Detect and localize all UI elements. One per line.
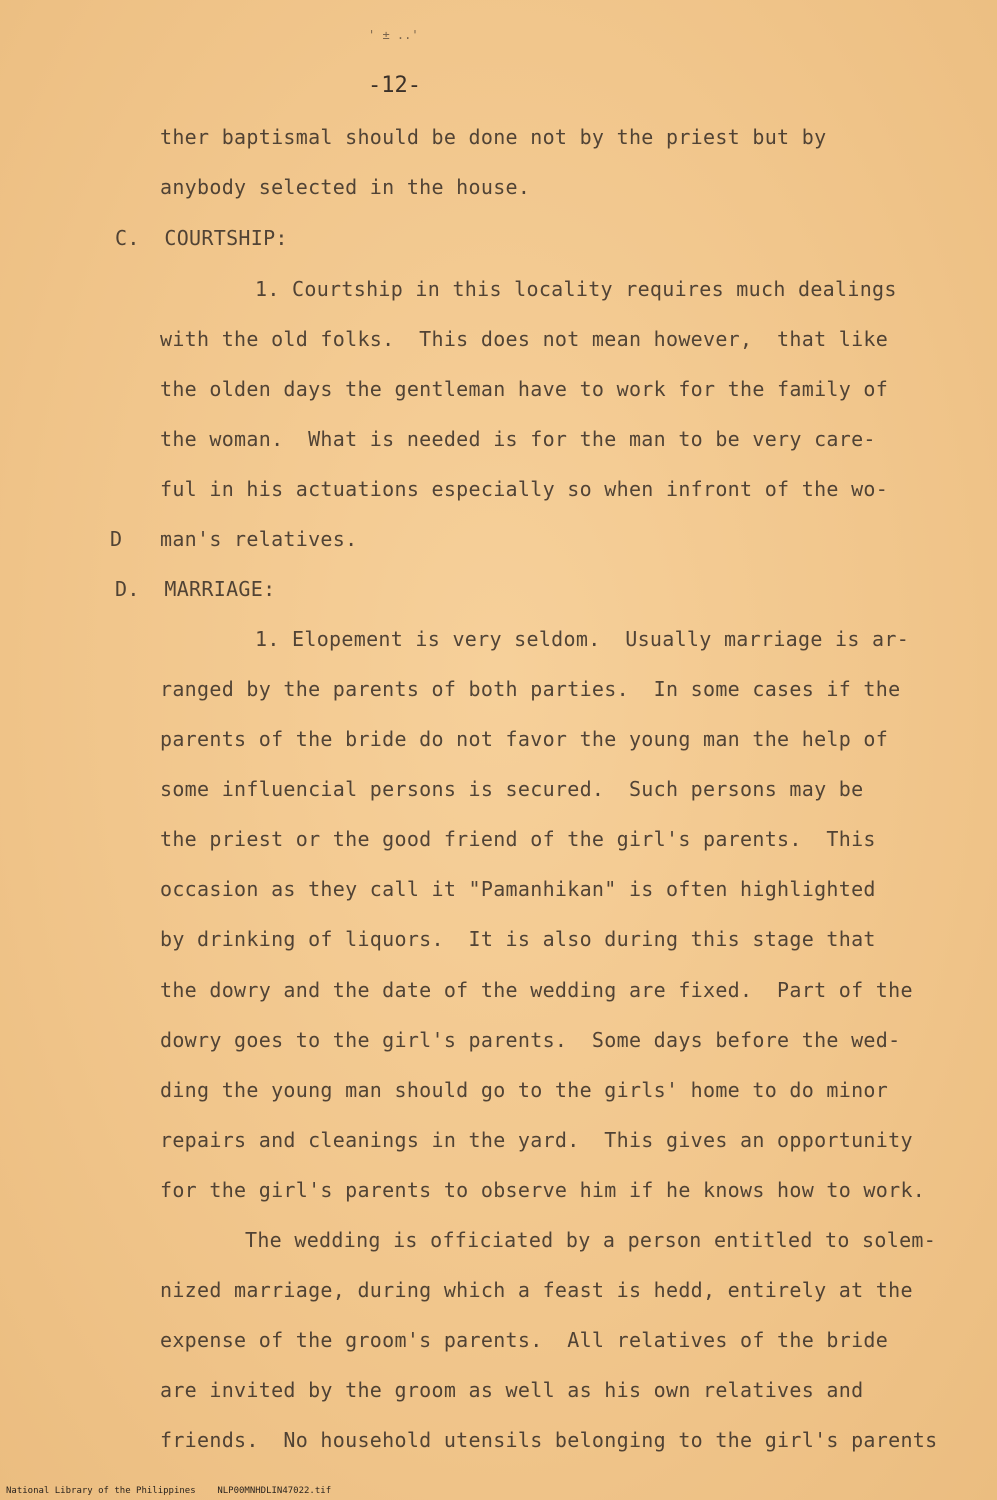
text-line: are invited by the groom as well as his own relatives and: [160, 1378, 864, 1402]
text-line: man's relatives.: [160, 527, 358, 551]
page-number: -12-: [368, 73, 421, 98]
text-line: nized marriage, during which a feast is hedd, entirely at the: [160, 1278, 913, 1302]
text-line: ther baptismal should be done not by the priest but by: [160, 125, 827, 149]
text-line: for the girl's parents to observe him if he knows how to work.: [160, 1178, 926, 1202]
text-line: ding the young man should go to the girls' home to do minor: [160, 1078, 889, 1102]
text-line: by drinking of liquors. It is also during this stage that: [160, 927, 876, 951]
page-top-mark: ' ± ..': [368, 28, 419, 42]
text-line: parents of the bride do not favor the young man the help of: [160, 727, 889, 751]
archive-footer: National Library of the Philippines NLP00MNHDLIN47022.tif: [6, 1486, 332, 1496]
text-line: 1. Elopement is very seldom. Usually marriage is ar-: [255, 627, 910, 651]
text-line: 1. Courtship in this locality requires much dealings: [255, 277, 897, 301]
text-line: dowry goes to the girl's parents. Some days before the wed-: [160, 1028, 901, 1052]
section-heading-courtship: C. COURTSHIP:: [115, 226, 288, 250]
text-line: ful in his actuations especially so when infront of the wo-: [160, 477, 889, 501]
text-line: expense of the groom's parents. All relatives of the bride: [160, 1328, 889, 1352]
text-line: occasion as they call it "Pamanhikan" is often highlighted: [160, 877, 876, 901]
text-line: the dowry and the date of the wedding are fixed. Part of the: [160, 978, 913, 1002]
section-heading-marriage: D. MARRIAGE:: [115, 577, 276, 601]
text-line: friends. No household utensils belonging to the girl's parents: [160, 1428, 938, 1452]
margin-letter: D: [110, 527, 123, 551]
text-line: the woman. What is needed is for the man to be very care-: [160, 427, 876, 451]
text-line: with the old folks. This does not mean however, that like: [160, 327, 889, 351]
text-line: repairs and cleanings in the yard. This gives an opportunity: [160, 1128, 913, 1152]
text-line: ranged by the parents of both parties. In some cases if the: [160, 677, 901, 701]
text-line: the olden days the gentleman have to work for the family of: [160, 377, 889, 401]
text-line: the priest or the good friend of the girl's parents. This: [160, 827, 876, 851]
text-line: some influencial persons is secured. Such persons may be: [160, 777, 864, 801]
text-line: anybody selected in the house.: [160, 175, 531, 199]
text-line: The wedding is officiated by a person entitled to solem-: [245, 1228, 937, 1252]
